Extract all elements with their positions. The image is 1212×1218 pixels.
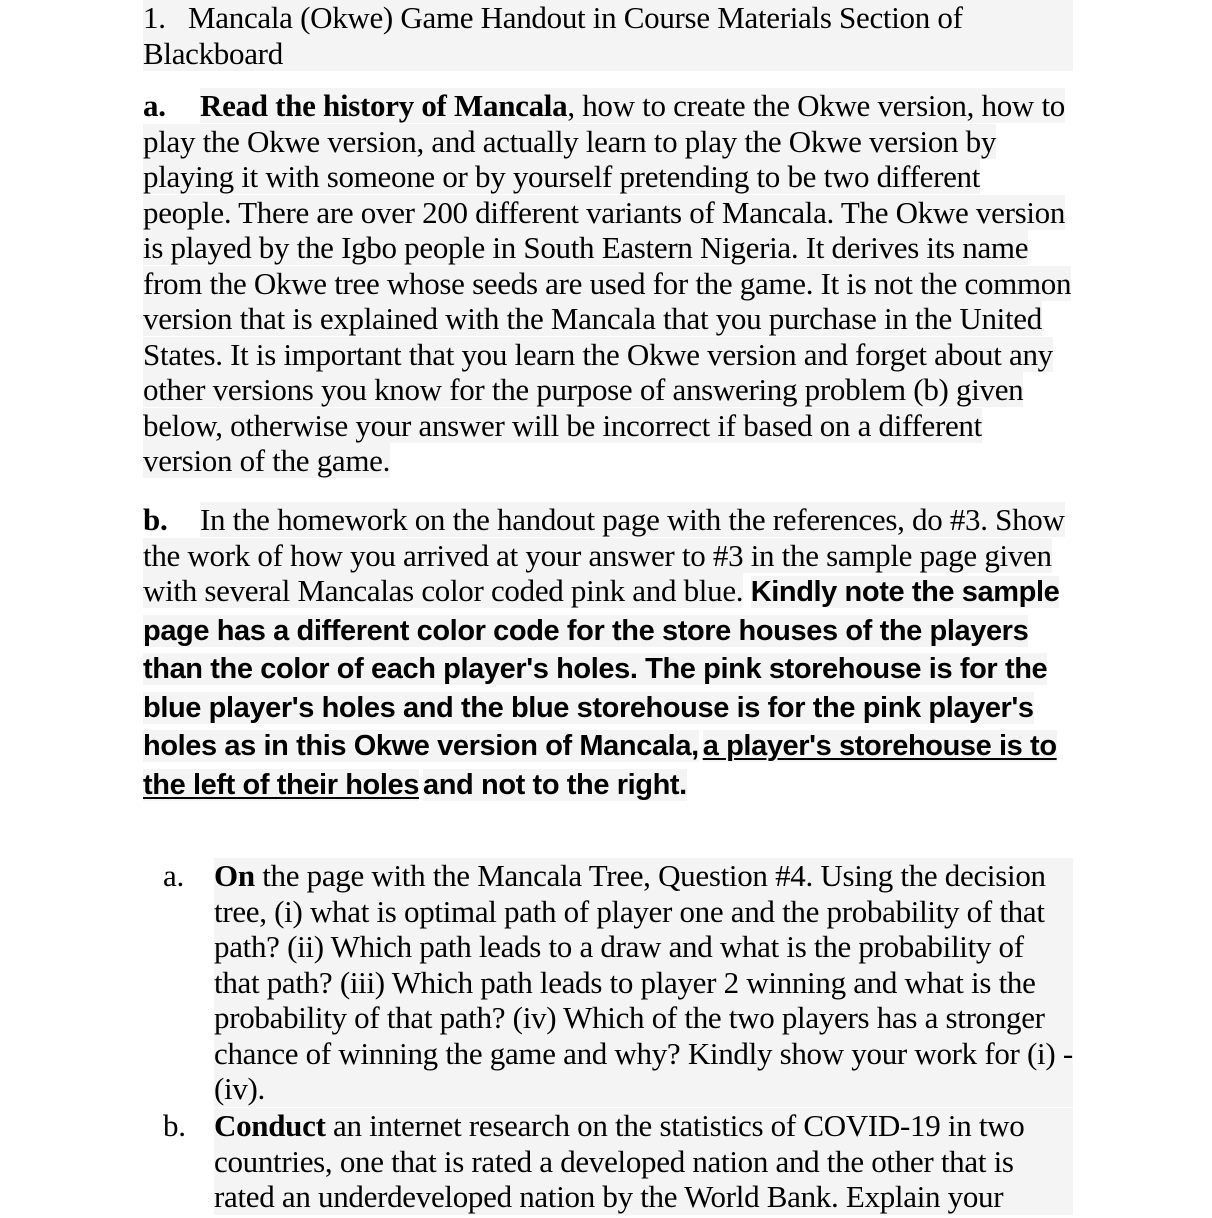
- part-a-body: , how to create the Okwe version, how to play the Okwe version, and actually learn to play the Okwe version by playing it with someone or by yourself pretending to be two different people. There are over 200 different variants of Mancala. The Okwe version is played by the Igbo people in South Eastern Nigeria. It derives its name from the Okwe tree whose seeds are used for the game. It is not the common version that is explained with the Mancala that you purchase in the United States. It is important that you learn the Okwe version and forget about any other versions you know for the purpose of answering problem (b) given below, otherwise your answer will be incorrect if based on a different version of the game.: [143, 88, 1072, 478]
- part-b-note: Kindly note the sample page has a different color code for the store houses of the players than the color of each player's holes. The pink storehouse is for the blue player's holes and the blue storehouse is for the pink player's holes as in this Okwe version of Mancala,: [143, 576, 1060, 762]
- part-b-note-end: and not to the right.: [423, 768, 687, 801]
- sub-item-b-bold-lead: Conduct: [214, 1108, 326, 1143]
- heading-number: 1.: [143, 0, 166, 35]
- sub-item-a-body: the page with the Mancala Tree, Question #4. Using the decision tree, (i) what is optimal path of player one and the probability of that path? (ii) Which path leads to a draw and what is the probability of that path? (iii) Which path leads to player 2 winning and what is the probability of that path? (iv) Which of the two players has a stronger chance of winning the game and why? Kindly show your work for (i) - (iv).: [214, 858, 1073, 1106]
- part-b-paragraph: [143, 502, 1073, 804]
- part-b-note-underlined: a player's storehouse is to the left of their holes: [143, 730, 1057, 801]
- sub-item-b: [163, 1108, 1073, 1215]
- sub-item-a: [163, 858, 1073, 1107]
- part-a-label: a.: [143, 88, 166, 123]
- sub-item-b-marker: b.: [163, 1108, 186, 1143]
- part-a-paragraph: [143, 88, 1073, 479]
- heading-text: Mancala (Okwe) Game Handout in Course Materials Section of Blackboard: [143, 0, 963, 71]
- sub-item-b-body: an internet research on the statistics of COVID-19 in two countries, one that is rated a developed nation and the other that is rated an underdeveloped nation by the World Bank. Explain your: [214, 1108, 1025, 1214]
- heading: [143, 0, 1073, 71]
- part-b-label: b.: [143, 502, 168, 537]
- sub-item-a-bold-lead: On: [214, 858, 255, 893]
- sub-item-a-marker: a.: [163, 858, 184, 893]
- part-b-body: In the homework on the handout page with the references, do #3. Show the work of how you arrived at your answer to #3 in the sample page given with several Mancalas color coded pink and blue.: [143, 502, 1065, 608]
- part-a-bold-lead: Read the history of Mancala: [200, 88, 568, 123]
